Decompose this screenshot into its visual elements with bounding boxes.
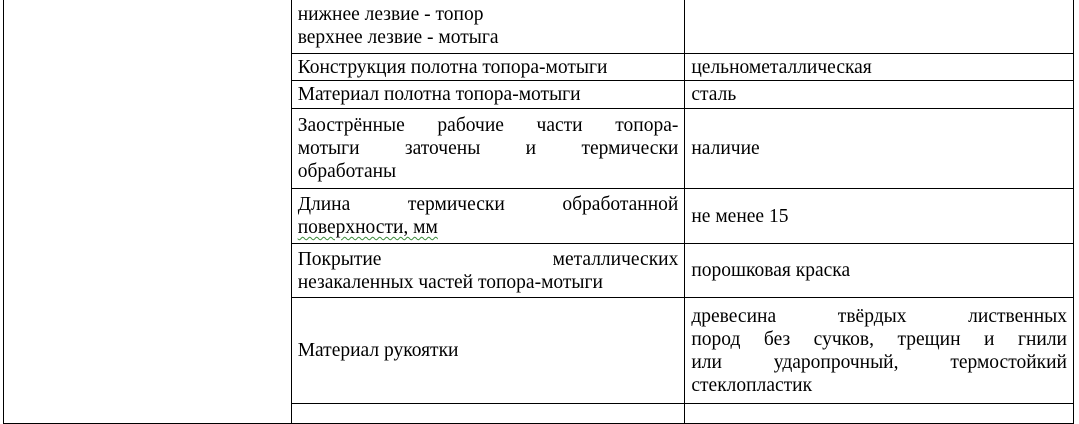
param-value-line: цельнометаллическая: [691, 56, 872, 78]
spellcheck-underlined-text: поверхности, мм: [297, 217, 438, 238]
param-name-line: мотыги заточены и термически: [297, 138, 679, 159]
param-value-line: порошковая краска: [691, 260, 851, 281]
param-name-line: нижнее лезвие - топор: [297, 4, 484, 25]
table-row: [4, 0, 1074, 54]
param-name-line: Конструкция полотна топора-мотыги: [297, 56, 608, 78]
param-value-line: древесина твёрдых лиственных: [691, 305, 1067, 327]
empty-left-cell: [4, 0, 292, 424]
param-value-cell: [685, 109, 1074, 189]
param-name-cell: [291, 244, 685, 298]
param-name-line: Материал рукоятки: [297, 340, 459, 361]
param-name-cell: [291, 54, 685, 81]
param-name-line: верхнее лезвие - мотыга: [297, 27, 499, 48]
param-name-cell: [291, 298, 685, 404]
param-value-line: наличие: [691, 138, 760, 159]
param-value-line: стеклопластик: [691, 374, 813, 396]
spec-table: [3, 0, 1074, 424]
param-value-cell: [685, 0, 1074, 54]
param-name-line: Длина термически обработанной: [297, 194, 679, 215]
param-name-cell: [291, 109, 685, 189]
param-name-line: Заострённые рабочие части топора-: [297, 115, 679, 136]
param-name-line: обработаны: [297, 161, 397, 182]
param-value-line: сталь: [691, 84, 737, 105]
param-name-line: Материал полотна топора-мотыги: [297, 84, 581, 105]
param-value-cell: [685, 54, 1074, 81]
param-value-cell: [685, 298, 1074, 404]
param-name-cell: [291, 189, 685, 244]
param-name-cell: [291, 404, 685, 424]
param-name-cell: [291, 0, 685, 54]
param-value-cell: [685, 189, 1074, 244]
param-value-line: не менее 15: [691, 205, 789, 227]
param-value-cell: [685, 244, 1074, 298]
param-name-line: незакаленных частей топора-мотыги: [297, 271, 603, 293]
param-name-cell: [291, 81, 685, 109]
param-value-line: пород без сучков, трещин и гнили: [691, 328, 1067, 350]
param-value-cell: [685, 404, 1074, 424]
param-name-line: [298, 216, 679, 239]
param-value-line: или ударопрочный, термостойкий: [691, 351, 1067, 373]
param-name-line: Покрытие металлических: [297, 248, 679, 270]
param-value-cell: [685, 81, 1074, 109]
